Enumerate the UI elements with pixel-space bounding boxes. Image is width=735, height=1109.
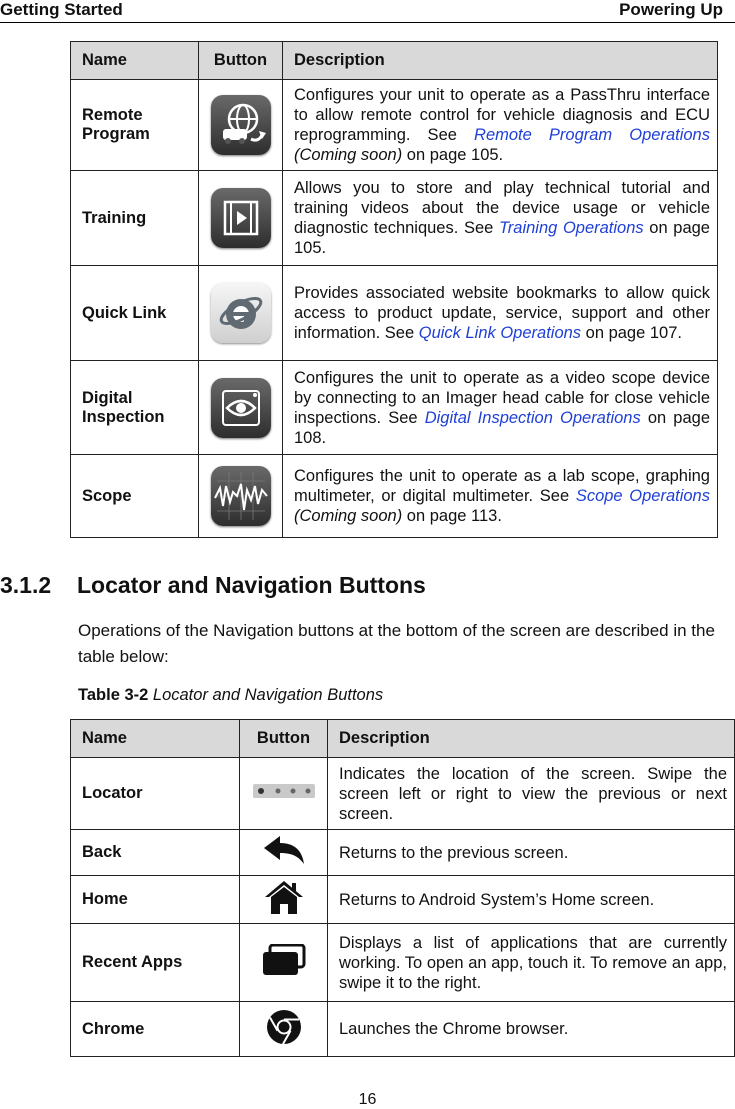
column-header-description: Description [328, 720, 735, 758]
table-header-row [71, 720, 735, 758]
quick-link-operations-link[interactable]: Quick Link Operations [418, 324, 582, 342]
section-title: Locator and Navigation Buttons [77, 572, 426, 598]
column-header-name: Name [71, 720, 240, 758]
page-reference: on page 105. [402, 146, 504, 164]
column-header-description: Description [283, 42, 718, 80]
table-row [71, 1002, 735, 1057]
row-description: Allows you to store and play technical tutorial and training videos about the device usage or vehicle diagnostic techniques. See [294, 179, 710, 237]
table-row [71, 924, 735, 1002]
row-description: Provides associated website bookmarks to allow quick access to product update, service, support and other information. See [294, 284, 710, 342]
section-heading [0, 572, 426, 599]
navigation-buttons-table [70, 719, 735, 1057]
table-row [71, 266, 718, 361]
scope-operations-link[interactable]: Scope Operations [575, 487, 710, 505]
table-row [71, 80, 718, 171]
table-caption-label: Table 3-2 [78, 686, 149, 704]
back-arrow-icon [262, 834, 306, 871]
column-header-button: Button [240, 720, 328, 758]
row-name: Quick Link [71, 266, 199, 361]
home-icon [263, 879, 305, 920]
coming-soon-note: (Coming soon) [294, 146, 403, 164]
chrome-icon [266, 1009, 302, 1050]
row-name: Scope [71, 455, 199, 538]
remote-program-icon [211, 95, 271, 155]
page-reference: on page 108. [294, 408, 710, 447]
section-number: 3.1.2 [0, 572, 52, 598]
remote-program-operations-link[interactable]: Remote Program Operations [474, 126, 710, 144]
table-row [71, 455, 718, 538]
training-video-icon [211, 188, 271, 248]
table-row [71, 876, 735, 924]
page-number: 16 [358, 1091, 377, 1108]
table-row [71, 171, 718, 266]
page-header [0, 0, 735, 23]
coming-soon-note: (Coming soon) [294, 507, 403, 525]
row-description: Returns to Android System’s Home screen. [328, 876, 735, 924]
column-header-button: Button [199, 42, 283, 80]
table-caption-title: Locator and Navigation Buttons [152, 686, 384, 704]
header-section: Powering Up [619, 0, 723, 19]
training-operations-link[interactable]: Training Operations [498, 219, 644, 237]
locator-dots-icon [253, 784, 315, 803]
row-description: Configures the unit to operate as a video scope device by connecting to an Imager head cable for close vehicle inspections. See [294, 368, 710, 427]
row-description: Configures your unit to operate as a PassThru interface to allow remote control for vehicle diagnosis and ECU reprogramming. See [294, 86, 710, 144]
scope-waveform-icon [211, 466, 271, 526]
page-reference: on page 105. [294, 219, 710, 257]
column-header-name: Name [71, 42, 199, 80]
header-chapter: Getting Started [0, 0, 123, 19]
row-description: Indicates the location of the screen. Swipe the screen left or right to view the previous or next screen. [328, 758, 735, 830]
table-row [71, 758, 735, 830]
page-reference: on page 113. [402, 507, 502, 525]
row-description: Returns to the previous screen. [328, 830, 735, 876]
table-caption [78, 686, 383, 705]
table-header-row [71, 42, 718, 80]
table-row [71, 830, 735, 876]
digital-inspection-operations-link[interactable]: Digital Inspection Operations [424, 408, 641, 427]
row-name: Remote Program [71, 80, 199, 171]
row-description: Configures the unit to operate as a lab scope, graphing multimeter, or digital multimeter. See [294, 467, 710, 505]
table-row [71, 361, 718, 455]
row-description: Displays a list of applications that are currently working. To open an app, touch it. To remove an app, swipe it to the right. [328, 924, 735, 1002]
intro-paragraph: Operations of the Navigation buttons at the bottom of the screen are described in the table below: [78, 621, 715, 666]
row-name: Training [71, 171, 199, 266]
row-description: Launches the Chrome browser. [328, 1002, 735, 1057]
page-reference: on page 107. [581, 324, 682, 342]
row-name: Locator [71, 758, 240, 830]
row-name: Recent Apps [71, 924, 240, 1002]
row-name: Back [71, 830, 240, 876]
row-name: Digital Inspection [71, 361, 199, 455]
quick-link-browser-icon [211, 283, 271, 343]
recent-apps-icon [262, 944, 306, 981]
row-name: Home [71, 876, 240, 924]
app-buttons-table [70, 41, 718, 538]
digital-inspection-eye-icon [211, 378, 271, 438]
row-name: Chrome [71, 1002, 240, 1057]
